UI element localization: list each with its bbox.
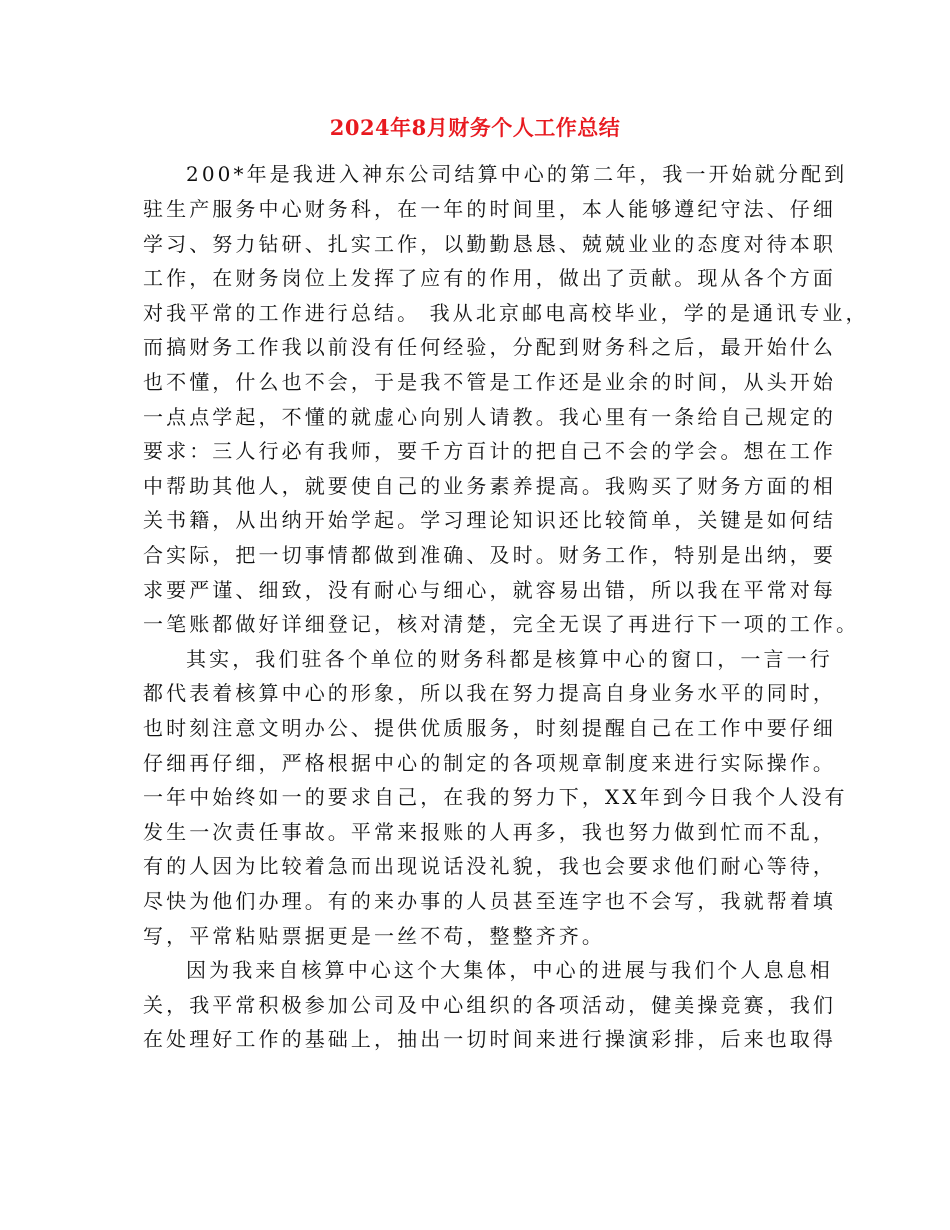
body-line: 合实际，把一切事情都做到准确、及时。财务工作，特别是出纳，要 bbox=[143, 543, 836, 567]
body-line: 一点点学起，不懂的就虚心向别人请教。我心里有一条给自己规定的 bbox=[143, 405, 836, 429]
body-line: 有的人因为比较着急而出现说话没礼貌，我也会要求他们耐心等待， bbox=[143, 854, 836, 878]
body-line: 写，平常粘贴票据更是一丝不苟，整整齐齐。 bbox=[143, 924, 605, 948]
body-line: 要求：三人行必有我师，要千方百计的把自己不会的学会。想在工作 bbox=[143, 439, 836, 463]
body-line: 其实，我们驻各个单位的财务科都是核算中心的窗口，一言一行 bbox=[186, 647, 833, 671]
body-line: 在处理好工作的基础上，抽出一切时间来进行操演彩排，后来也取得 bbox=[143, 1027, 836, 1051]
body-line: 一笔账都做好详细登记，核对清楚，完全无误了再进行下一项的工作。 bbox=[143, 612, 860, 636]
body-line: 仔细再仔细，严格根据中心的制定的各项规章制度来进行实际操作。 bbox=[143, 751, 836, 775]
body-line: 200*年是我进入神东公司结算中心的第二年，我一开始就分配到 bbox=[186, 162, 848, 186]
body-line: 对我平常的工作进行总结。 我从北京邮电高校毕业，学的是通讯专业， bbox=[143, 301, 869, 325]
body-line: 关，我平常积极参加公司及中心组织的各项活动，健美操竞赛，我们 bbox=[143, 993, 836, 1017]
body-line: 工作，在财务岗位上发挥了应有的作用，做出了贡献。现从各个方面 bbox=[143, 266, 836, 290]
body-line: 而搞财务工作我以前没有任何经验，分配到财务科之后，最开始什么 bbox=[143, 335, 836, 359]
body-line: 也不懂，什么也不会，于是我不管是工作还是业余的时间，从头开始 bbox=[143, 370, 836, 394]
body-line: 一年中始终如一的要求自己，在我的努力下，XX年到今日我个人没有 bbox=[143, 785, 848, 809]
body-line: 发生一次责任事故。平常来报账的人再多，我也努力做到忙而不乱， bbox=[143, 820, 836, 844]
body-line: 驻生产服务中心财务科，在一年的时间里，本人能够遵纪守法、仔细 bbox=[143, 197, 836, 221]
body-line: 中帮助其他人，就要使自己的业务素养提高。我购买了财务方面的相 bbox=[143, 474, 836, 498]
body-line: 学习、努力钻研、扎实工作，以勤勤恳恳、兢兢业业的态度对待本职 bbox=[143, 232, 836, 256]
body-line: 因为我来自核算中心这个大集体，中心的进展与我们个人息息相 bbox=[186, 958, 833, 982]
body-line: 都代表着核算中心的形象，所以我在努力提高自身业务水平的同时， bbox=[143, 681, 836, 705]
document-title: 2024年8月财务个人工作总结 bbox=[329, 115, 621, 140]
body-line: 关书籍，从出纳开始学起。学习理论知识还比较简单，关键是如何结 bbox=[143, 508, 836, 532]
body-line: 也时刻注意文明办公、提供优质服务，时刻提醒自己在工作中要仔细 bbox=[143, 716, 836, 740]
body-line: 求要严谨、细致，没有耐心与细心，就容易出错，所以我在平常对每 bbox=[143, 578, 836, 602]
body-line: 尽快为他们办理。有的来办事的人员甚至连字也不会写，我就帮着填 bbox=[143, 889, 836, 913]
